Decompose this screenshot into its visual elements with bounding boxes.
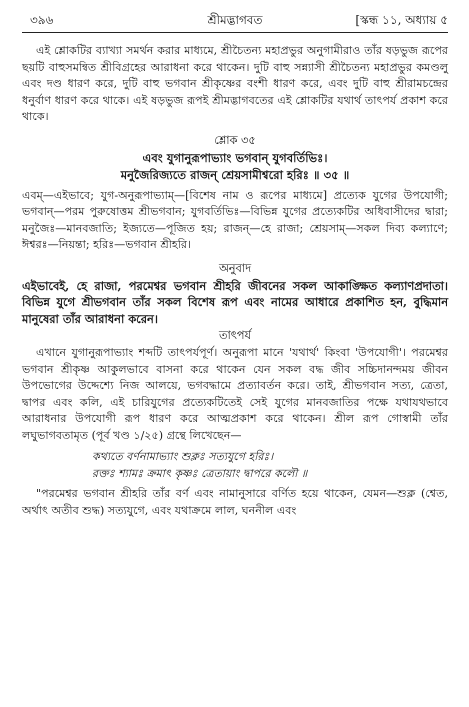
synonyms-paragraph: এবম্—এইভাবে; যুগ-অনুরূপাভ্যাম্—[বিশেষ নাম ও রূপের মাধ্যমে] প্রত্যেক যুগের উপযোগী; ভগবান্—পরম পুরুষোত্তম শ্রীভগবান; যুগবর্তিভিঃ—বিভিন্ন যুগের প্রত্যেকটির অধিবাসীদের দ্বারা; মনুজৈঃ—মানবজাতি; ইজ্যতে—পূজিত হয়; রাজন্—হে রাজা; শ্রেয়সাম্—সকল দিব্য কল্যাণে; ঈশ্বরঃ—নিয়ন্তা; হরিঃ—ভগবান শ্রীহরি। [22, 188, 448, 251]
purport-paragraph: এখানে যুগানুরূপাভ্যাং শব্দটি তাৎপর্যপূর্ণ। অনুরূপা মানে 'যথার্থ' কিংবা 'উপযোগী'। পরমেশ্বর ভগবান শ্রীকৃষ্ণ আকুলভাবে বাসনা করে থাকেন যেন সকল বদ্ধ জীব সচ্চিদানন্দময় জীবন উপভোগের উদ্দেশ্যে নিজ আলয়ে, ভগবদ্ধামে প্রত্যাবর্তন করে। তাই, শ্রীভগবান সত্য, ত্রেতা, দ্বাপর এবং কলি, এই চারিযুগের প্রত্যেকটিতেই সেই যুগের মানবজাতির পক্ষে যথাযথভাবে আরাধনার উপযোগী রূপ ধারণ করে আত্মপ্রকাশ করে থাকেন। শ্রীল রূপ গোস্বামী তাঁর লঘুভাগবতামৃত (পূর্ব খণ্ড ১/২৫) গ্রন্থে লিখেছেন— [22, 346, 448, 442]
translation-heading: অনুবাদ [218, 261, 252, 275]
translation-paragraph: এইভাবেই, হে রাজা, পরমেশ্বর ভগবান শ্রীহরি জীবনের সকল আকাঙ্ক্ষিত কল্যাণপ্রদাতা। বিভিন্ন যুগে শ্রীভগবান তাঁর সকল বিশেষ রূপ এবং নামের আধারে প্রকাশিত হন, বুদ্ধিমান মানুষেরা তাঁর আরাধনা করেন। [22, 278, 448, 326]
purport-heading: তাৎপর্য [219, 329, 251, 342]
header-rule [22, 32, 448, 33]
book-title: শ্রীমদ্ভাগবত [207, 13, 263, 27]
sloka-heading: শ্লোক ৩৫ [214, 133, 256, 147]
closing-paragraph: "পরমেশ্বর ভগবান শ্রীহরি তাঁর বর্ণ এবং নামানুসারে বর্ণিত হয়ে থাকেন, যেমন—শুক্ল (শ্বেত, অর্থাৎ অতীব শুদ্ধ) সত্যযুগে, এবং যথাক্রমে লাল, ঘননীল এবং [22, 487, 448, 517]
page-number: ৩৯৬ [30, 13, 54, 27]
intro-paragraph: এই শ্লোকটির ব্যাখ্যা সমর্থন করার মাধ্যমে, শ্রীচৈতন্য মহাপ্রভুর অনুগামীরাও তাঁর ষড়ভুজ রূপের ছয়টি বাহুসমন্বিত শ্রীবিগ্রহের আরাধনা করে থাকেন। দুটি বাহু সন্ন্যাসী শ্রীচৈতন্য মহাপ্রভুর কমণ্ডলু এবং দণ্ড ধারণ করে, দুটি বাহু ভগবান শ্রীকৃষ্ণের বংশী ধারণ করে, এবং দুটি বাহু শ্রীরামচন্দ্রের ধনুর্বাণ ধারণ করে থাকে। এই ষড়ভুজ রূপই শ্রীমদ্ভাগবতের এই শ্লোকটির যথার্থ তাৎপর্য প্রকাশ করে থাকে। [22, 44, 448, 123]
citation-line-2: রক্তঃ শ্যামঃ ক্রমাৎ কৃষ্ণঃ ত্রেতায়াং দ্বাপরে কলৌ ॥ [92, 467, 308, 480]
book-page [22, 10, 448, 519]
citation-line-1: কথ্যতে বর্ণনামাভ্যাং শুক্লঃ সত্যযুগে হরিঃ। [92, 450, 274, 463]
verse-line-2: মনুজৈরিজ্যতে রাজন্ শ্রেয়সামীশ্বরো হরিঃ ॥ ৩৫ ॥ [120, 167, 350, 182]
section-reference: [স্কন্ধ ১১, অধ্যায় ৫ [355, 13, 448, 27]
verse-line-1: এবং যুগানুরূপাভ্যাং ভগবান্ যুগবর্তিভিঃ। [142, 150, 328, 165]
page-header [22, 10, 448, 32]
